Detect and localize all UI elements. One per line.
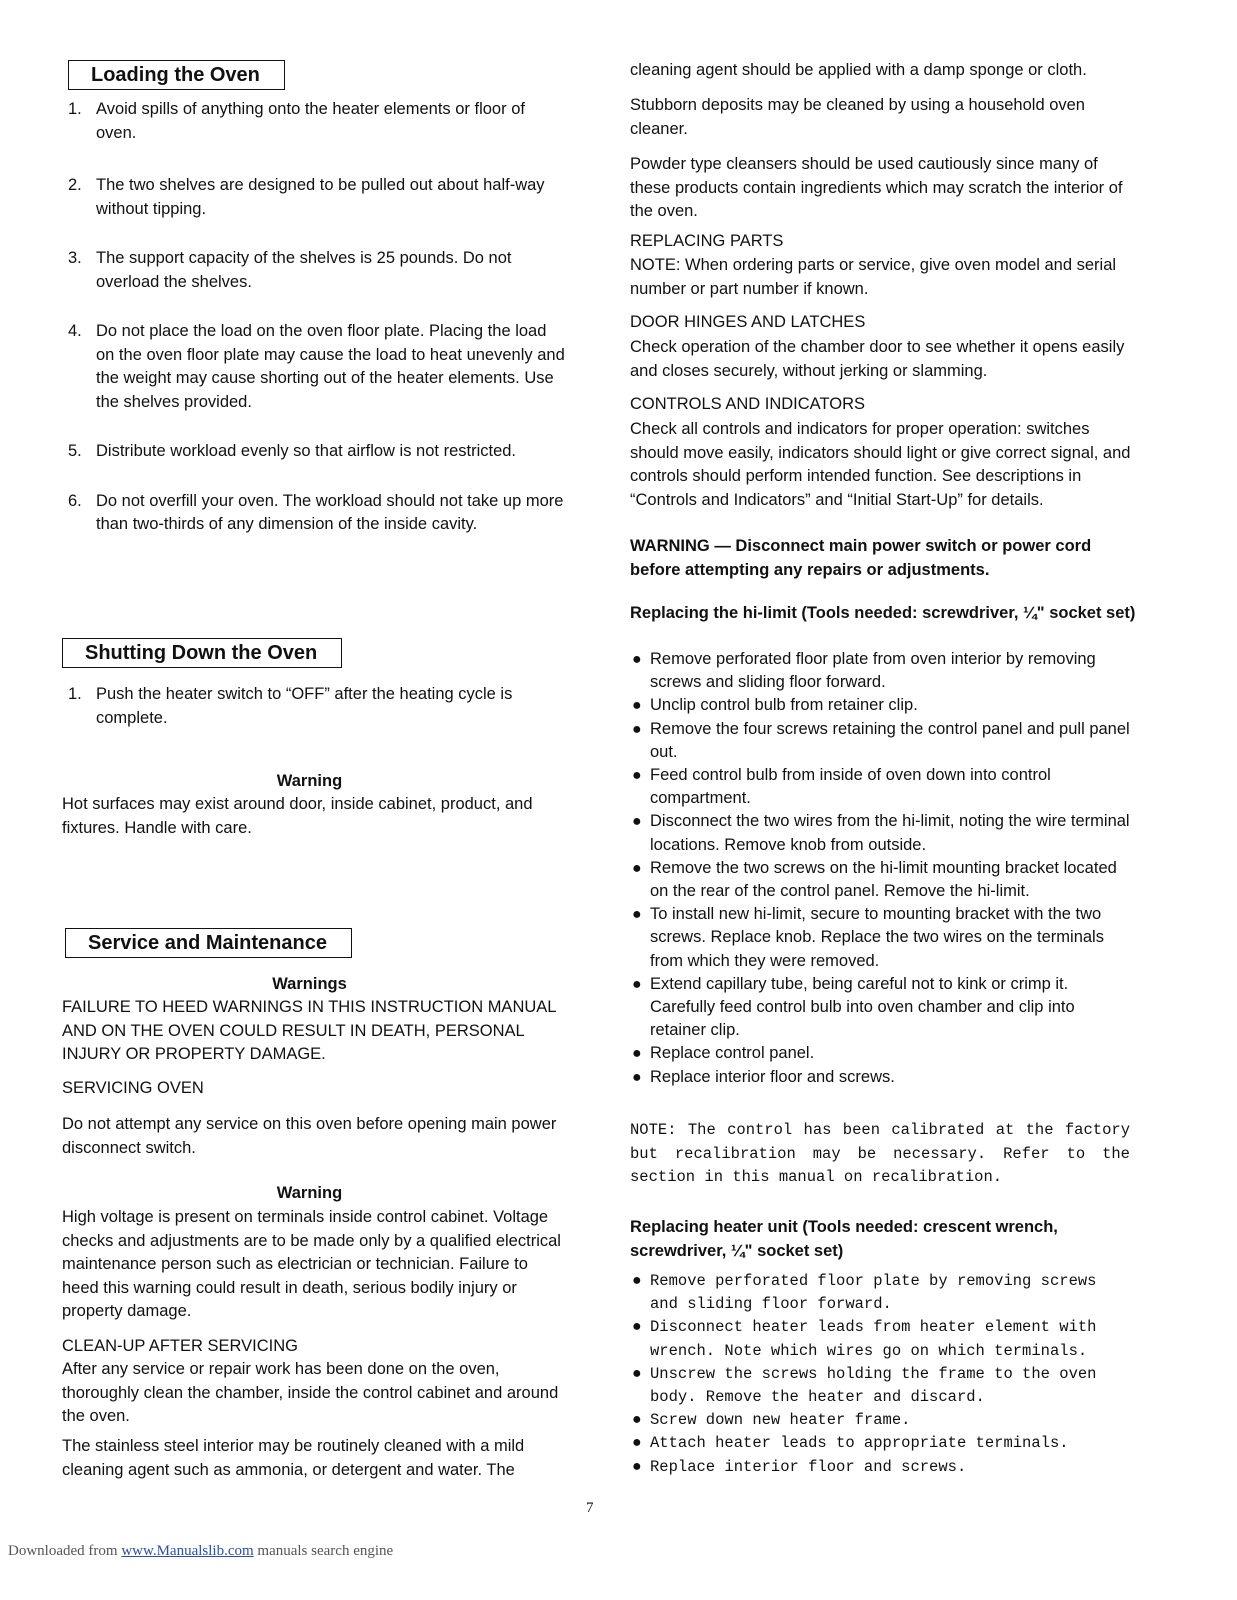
- section-title-loading: Loading the Oven: [68, 60, 285, 90]
- servicing-text: Do not attempt any service on this oven before opening main power disconnect switch.: [62, 1115, 557, 1157]
- list-item: ● Remove perforated floor plate by removing screws and sliding floor forward.: [632, 1272, 1097, 1314]
- controls-heading: CONTROLS AND INDICATORS: [630, 395, 866, 413]
- door-heading: DOOR HINGES AND LATCHES: [630, 313, 866, 331]
- manualslib-link[interactable]: www.Manualslib.com: [121, 1543, 254, 1559]
- warnings-text: FAILURE TO HEED WARNINGS IN THIS INSTRUCTION MANUAL AND ON THE OVEN COULD RESULT IN DEATH, PERSONAL INJURY OR PROPERTY DAMAGE.: [62, 998, 556, 1063]
- warning-text: Hot surfaces may exist around door, inside cabinet, product, and fixtures. Handle with care.: [62, 795, 533, 837]
- hilimit-list: [630, 648, 1135, 1089]
- powder-text: Powder type cleansers should be used cautiously since many of these products contain ingredients which may scratch the interior of the oven.: [630, 155, 1123, 220]
- list-item: ● Replace interior floor and screws.: [632, 1067, 895, 1086]
- replacing-heading: REPLACING PARTS: [630, 232, 784, 250]
- page-number: 7: [586, 1500, 594, 1516]
- warning2-text: High voltage is present on terminals inside control cabinet. Voltage checks and adjustments are to be made only by a qualified electrical maintenance person such as electrician or technician. Failure to heed this warning could result in death, serious bodily injury or property damage.: [62, 1208, 561, 1320]
- list-item: ● Attach heater leads to appropriate terminals.: [632, 1434, 1069, 1453]
- shutting-list: [62, 683, 567, 730]
- list-item: ● To install new hi-limit, secure to mounting bracket with the two screws. Replace knob. Replace the two wires on the terminals from which they were removed.: [632, 905, 1104, 970]
- controls-text: Check all controls and indicators for proper operation: switches should move easily, indicators should light or give correct signal, and controls should perform intended function. See descriptions in “Controls and Indicators” and “Initial Start-Up” for details.: [630, 420, 1131, 509]
- list-item: ● Feed control bulb from inside of oven down into control compartment.: [632, 766, 1051, 808]
- warning2-title: Warning: [276, 1184, 343, 1202]
- list-item: 3. The support capacity of the shelves is 25 pounds. Do not overload the shelves.: [68, 249, 512, 291]
- list-item: 1. Avoid spills of anything onto the heater elements or floor of oven.: [68, 100, 525, 142]
- cleanup-text: After any service or repair work has been done on the oven, thoroughly clean the chamber, inside the control cabinet and around the oven.: [62, 1360, 559, 1425]
- door-text: Check operation of the chamber door to see whether it opens easily and closes securely, without jerking or slamming.: [630, 338, 1125, 380]
- list-item: ● Replace control panel.: [632, 1044, 815, 1063]
- list-item: ● Unscrew the screws holding the frame to the oven body. Remove the heater and discard.: [632, 1364, 1097, 1407]
- power-warning: WARNING — Disconnect main power switch or power cord before attempting any repairs or adjustments.: [630, 537, 1092, 579]
- download-footer: [8, 1543, 393, 1560]
- loading-list: [62, 98, 567, 537]
- list-item: ● Screw down new heater frame.: [632, 1411, 911, 1430]
- replacing-text: NOTE: When ordering parts or service, give oven model and serial number or part number if known.: [630, 256, 1117, 298]
- list-item: ● Disconnect heater leads from heater element with wrench. Note which wires go on which terminals.: [632, 1318, 1097, 1360]
- stainless-text: The stainless steel interior may be routinely cleaned with a mild cleaning agent such as ammonia, or detergent and water. The: [62, 1437, 525, 1479]
- list-item: 6. Do not overfill your oven. The workload should not take up more than two-thirds of any dimension of the inside cavity.: [68, 491, 564, 533]
- list-item: ● Extend capillary tube, being careful not to kink or crimp it. Carefully feed control bulb into oven chamber and clip into retainer clip.: [632, 974, 1075, 1040]
- stubborn-text: Stubborn deposits may be cleaned by using a household oven cleaner.: [630, 96, 1085, 138]
- list-item: 2. The two shelves are designed to be pulled out about half-way without tipping.: [68, 176, 545, 218]
- list-item: ● Remove the two screws on the hi-limit mounting bracket located on the rear of the control panel. Remove the hi-limit.: [632, 858, 1117, 901]
- list-item: 4. Do not place the load on the oven floor plate. Placing the load on the oven floor plate may cause the load to heat unevenly and the weight may cause shorting out of the heater elements. Use the shelves provided.: [68, 322, 565, 411]
- list-item: 5. Distribute workload evenly so that airflow is not restricted.: [68, 442, 517, 460]
- list-item: ● Replace interior floor and screws.: [632, 1457, 967, 1476]
- heater-list: [630, 1270, 1130, 1479]
- list-item: ● Unclip control bulb from retainer clip.: [632, 696, 918, 715]
- list-item: 1. Push the heater switch to “OFF” after the heating cycle is complete.: [68, 685, 513, 727]
- warning-title: Warning: [276, 772, 343, 790]
- cleanup-heading: CLEAN-UP AFTER SERVICING: [62, 1337, 298, 1355]
- hilimit-heading: Replacing the hi-limit (Tools needed: screwdriver, ¼" socket set): [630, 604, 1136, 622]
- list-item: ● Remove perforated floor plate from oven interior by removing screws and sliding floor forward.: [632, 650, 1096, 692]
- footer-prefix: Downloaded from: [8, 1543, 122, 1559]
- calibration-note: NOTE: The control has been calibrated at the factory but recalibration may be necessary. Refer to the section in this manual on recalibration.: [630, 1121, 1130, 1186]
- heater-heading: Replacing heater unit (Tools needed: crescent wrench, screwdriver, ¼" socket set): [630, 1218, 1058, 1260]
- section-title-service: Service and Maintenance: [65, 928, 352, 958]
- cleaning-cont-text: cleaning agent should be applied with a damp sponge or cloth.: [630, 61, 1087, 79]
- footer-suffix: manuals search engine: [253, 1543, 394, 1559]
- servicing-heading: SERVICING OVEN: [62, 1079, 204, 1097]
- section-title-shutting: Shutting Down the Oven: [62, 638, 342, 668]
- warnings-title: Warnings: [272, 975, 347, 993]
- list-item: ● Remove the four screws retaining the control panel and pull panel out.: [632, 719, 1130, 761]
- list-item: ● Disconnect the two wires from the hi-limit, noting the wire terminal locations. Remove knob from outside.: [632, 812, 1130, 854]
